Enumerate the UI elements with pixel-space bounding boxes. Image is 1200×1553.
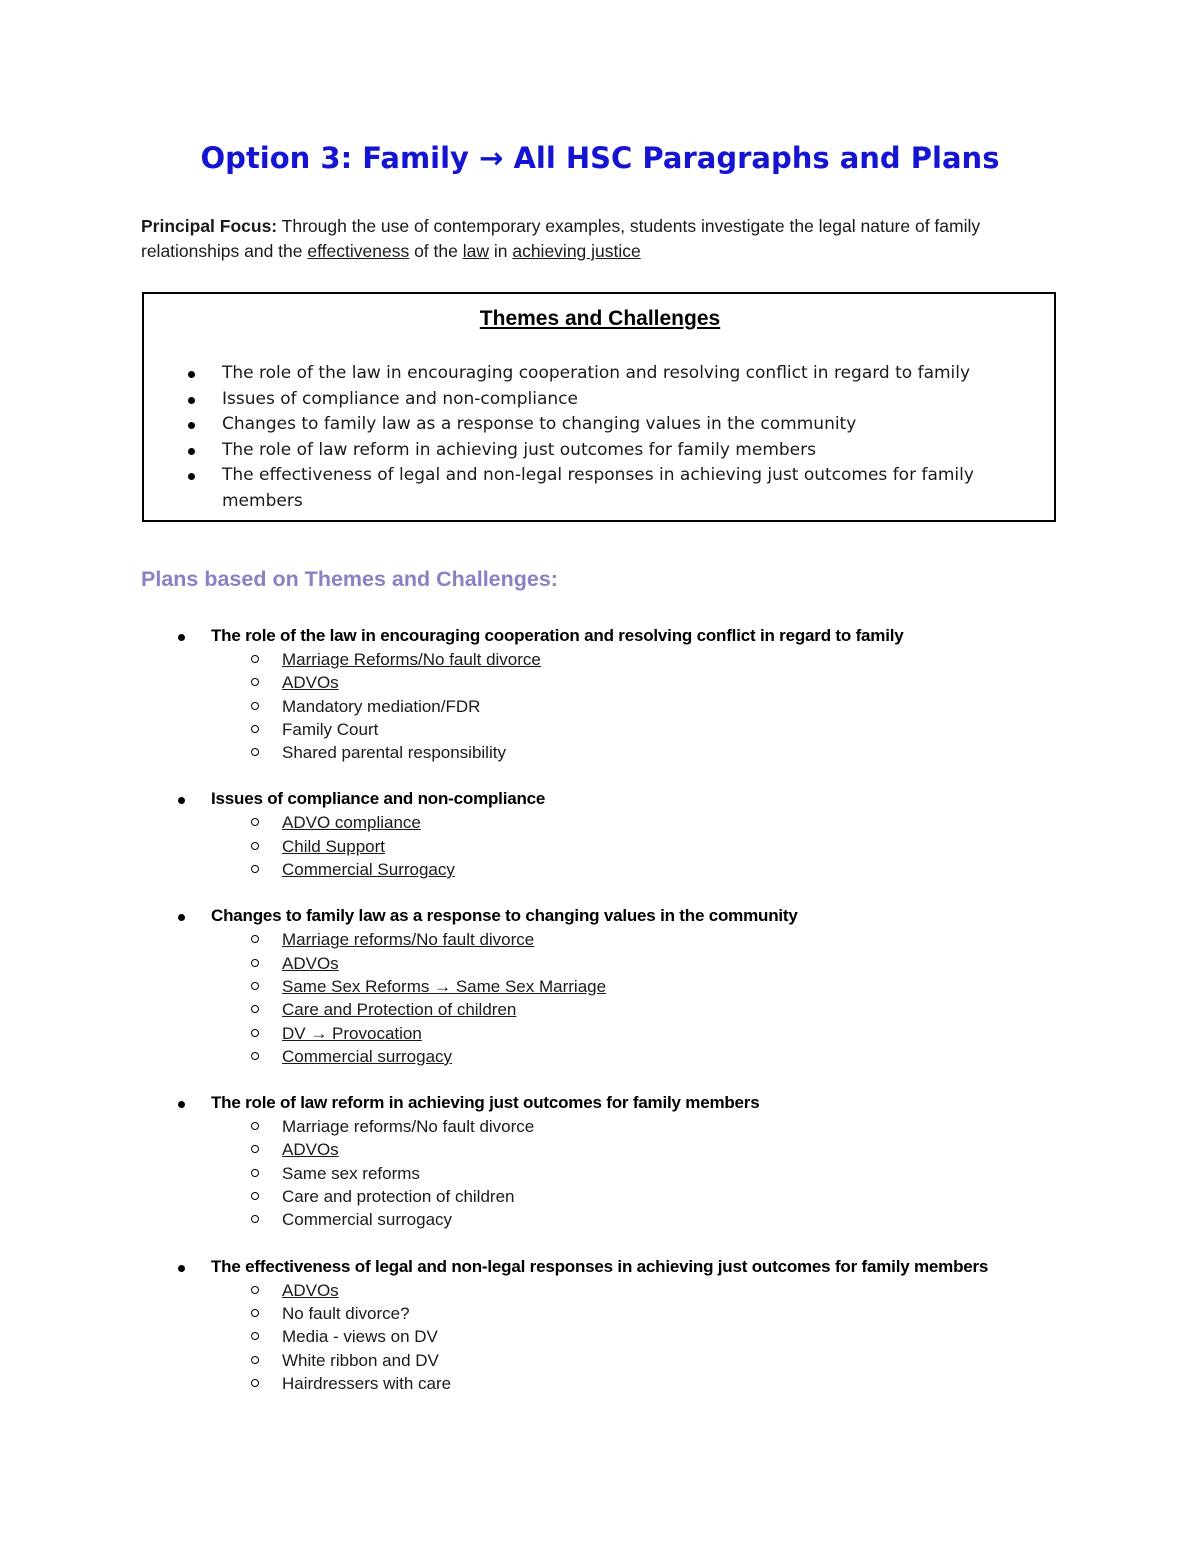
plan-title: The role of the law in encouraging cooperation and resolving conflict in regard to family: [211, 624, 1111, 648]
plan-section: [211, 1255, 1111, 1395]
focus-link-achieving-justice[interactable]: achieving justice: [512, 241, 641, 261]
theme-item: Changes to family law as a response to changing values in the community: [222, 412, 1012, 438]
plan-item: White ribbon and DV: [282, 1349, 1182, 1372]
plan-item: Hairdressers with care: [282, 1372, 1182, 1395]
plan-item: Mandatory mediation/FDR: [282, 695, 1182, 718]
plan-item-link[interactable]: ADVOs: [282, 1279, 1182, 1302]
plan-item: Care and protection of children: [282, 1185, 1182, 1208]
principal-focus: [141, 214, 1046, 264]
plan-item: Commercial surrogacy: [282, 1208, 1182, 1231]
plan-item-link[interactable]: DV → Provocation: [282, 1022, 1182, 1045]
theme-item: The role of law reform in achieving just outcomes for family members: [222, 438, 1012, 464]
plan-item-link[interactable]: Child Support: [282, 835, 1182, 858]
plan-title: The effectiveness of legal and non-legal responses in achieving just outcomes for family members: [211, 1255, 1111, 1279]
plan-item-link[interactable]: ADVOs: [282, 952, 1182, 975]
theme-item: Issues of compliance and non-compliance: [222, 387, 1012, 413]
plan-items: [282, 928, 1182, 1068]
principal-focus-label: Principal Focus:: [141, 216, 278, 236]
plan-items: [282, 1279, 1182, 1395]
plan-item-link[interactable]: ADVO compliance: [282, 811, 1182, 834]
plan-item-link[interactable]: Commercial Surrogacy: [282, 858, 1182, 881]
plans-list: [211, 624, 1111, 1418]
focus-link-law[interactable]: law: [462, 241, 489, 261]
theme-item: The role of the law in encouraging cooperation and resolving conflict in regard to family: [222, 361, 1012, 387]
plan-title: Issues of compliance and non-compliance: [211, 787, 1111, 811]
focus-link-effectiveness[interactable]: effectiveness: [307, 241, 410, 261]
themes-list: [222, 361, 1012, 514]
themes-heading: Themes and Challenges: [479, 307, 721, 330]
plan-title: The role of law reform in achieving just outcomes for family members: [211, 1091, 1111, 1115]
theme-item: The effectiveness of legal and non-legal responses in achieving just outcomes for family members: [222, 463, 1012, 514]
plan-title: Changes to family law as a response to changing values in the community: [211, 904, 1111, 928]
plans-heading: Plans based on Themes and Challenges:: [141, 567, 558, 591]
plan-item-link[interactable]: Care and Protection of children: [282, 998, 1182, 1021]
principal-focus-text: of the: [409, 241, 463, 261]
plan-item-link[interactable]: Marriage Reforms/No fault divorce: [282, 648, 1182, 671]
plan-item-link[interactable]: Same Sex Reforms → Same Sex Marriage: [282, 975, 1182, 998]
plan-section: [211, 1091, 1111, 1231]
plan-item: No fault divorce?: [282, 1302, 1182, 1325]
plan-item: Same sex reforms: [282, 1162, 1182, 1185]
plan-section: [211, 904, 1111, 1068]
principal-focus-text: in: [488, 241, 513, 261]
plan-item: Marriage reforms/No fault divorce: [282, 1115, 1182, 1138]
plan-item-link[interactable]: ADVOs: [282, 671, 1182, 694]
plan-section: [211, 787, 1111, 881]
plan-items: [282, 811, 1182, 881]
plan-item-link[interactable]: ADVOs: [282, 1138, 1182, 1161]
plan-item-link[interactable]: Marriage reforms/No fault divorce: [282, 928, 1182, 951]
plan-item: Shared parental responsibility: [282, 741, 1182, 764]
plan-item: Media - views on DV: [282, 1325, 1182, 1348]
plan-item: Family Court: [282, 718, 1182, 741]
plan-items: [282, 648, 1182, 764]
plan-items: [282, 1115, 1182, 1231]
page-title: Option 3: Family → All HSC Paragraphs and Plans: [200, 141, 1000, 175]
plan-section: [211, 624, 1111, 764]
plan-item-link[interactable]: Commercial surrogacy: [282, 1045, 1182, 1068]
principal-focus-text: Through the use of contemporary examples, students investigate the legal nature of family relationships and the: [141, 216, 981, 261]
